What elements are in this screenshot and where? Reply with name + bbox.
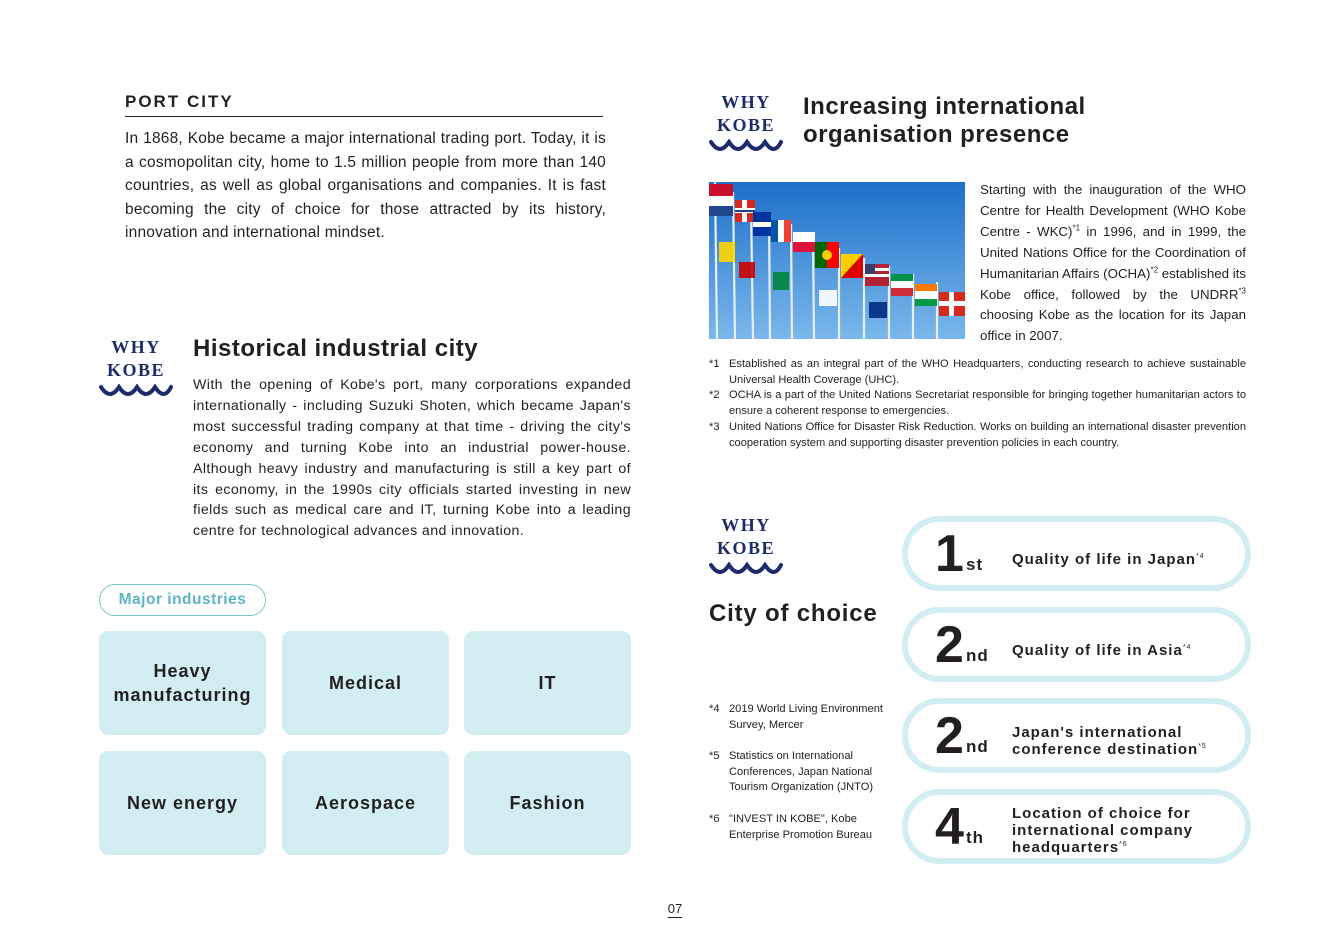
major-industries-label: Major industries — [99, 584, 266, 616]
footnote — [709, 388, 1246, 419]
industry-label: New energy — [126, 793, 239, 813]
wave-icon — [709, 139, 783, 155]
rank-label-text: Quality of life in Japan — [1012, 551, 1197, 568]
rank-label — [1012, 805, 1193, 856]
footnote-text: Statistics on International Conferences, Japan National Tourism Organization (JNTO) — [729, 750, 874, 794]
international-body-text: in 1996, and in 1999, the United Nations Office for the Coordination of Humanitarian Affairs (OCHA) — [980, 223, 1246, 281]
international-body-text: established its Kobe office, followed by the UNDRR — [980, 265, 1246, 302]
industry-tile — [464, 751, 631, 855]
footnote-ref: *3 — [1238, 286, 1246, 296]
historical-title: Historical industrial city — [193, 335, 479, 362]
port-city-body: In 1868, Kobe became a major international trading port. Today, it is a cosmopolitan city, home to 1.5 million people from more than 140 countries, as well as global organisations and companies. It is fast becoming the city of choice for those attracted by its history, innovation and international mindset. — [125, 130, 606, 241]
international-title-line1: Increasing international — [803, 93, 1086, 120]
footnote — [709, 812, 889, 843]
rank-label-text: headquarters — [1012, 839, 1120, 856]
footnote-text: United Nations Office for Disaster Risk Reduction. Works on building an international disaster prevention cooperation system and supporting disaster prevention policies in each country. — [729, 421, 1246, 449]
rank-number: 1 — [935, 525, 963, 583]
footnote-text: Established as an integral part of the WHO Headquarters, conducting research to achieve sustainable Universal Health Coverage (UHC). — [729, 358, 1246, 386]
rank-label-text: conference destination — [1012, 741, 1199, 758]
footnote-ref: *1 — [1072, 223, 1081, 233]
footnote-ref: *2 — [1150, 265, 1159, 275]
footnote — [709, 357, 1246, 388]
historical-body: With the opening of Kobe's port, many corporations expanded internationally - including Suzuki Shoten, which became Japan's most successful trading company at that time - driving the city's economy and turning Kobe into an industrial power-house. Although heavy industry and manufacturing is still a key part of its economy, in the 1990s city officials started investing in new fields such as medical care and IT, turning Kobe into a leading centre for technological advances and innovation. — [193, 377, 631, 540]
rank-suffix: th — [966, 828, 985, 847]
footnote-text: 2019 World Living Environment Survey, Mercer — [729, 703, 883, 731]
rank-number: 2 — [935, 616, 963, 674]
international-title — [803, 93, 1086, 149]
logo-word-kobe: KOBE — [716, 115, 775, 135]
footnote — [709, 702, 889, 733]
ranking-badge — [902, 516, 1251, 591]
logo-word-why: WHY — [721, 515, 771, 535]
footnote — [709, 749, 889, 796]
why-kobe-logo — [96, 336, 176, 400]
footnote-ref: *4 — [1182, 644, 1192, 651]
rank-label — [1012, 551, 1205, 568]
rank-label — [1012, 724, 1207, 758]
industry-tile — [99, 631, 266, 735]
footnote-number: *2 — [709, 389, 720, 401]
rank-label-text: Quality of life in Asia — [1012, 642, 1183, 659]
flags-photo — [709, 182, 965, 339]
footnote-ref: *5 — [1198, 743, 1207, 750]
rank-label-text: Location of choice for — [1012, 805, 1191, 822]
international-body-text: choosing Kobe as the location for its Japan office in 2007. — [980, 307, 1246, 344]
logo-word-kobe: KOBE — [716, 538, 775, 558]
footnote-ref: *6 — [1119, 841, 1128, 848]
footnote — [709, 420, 1246, 451]
industry-tile — [282, 631, 449, 735]
why-kobe-logo — [706, 91, 786, 155]
rank-label — [1012, 642, 1191, 659]
port-city-heading: PORT CITY — [125, 92, 603, 117]
industry-label: Aerospace — [314, 793, 417, 813]
rank-number: 4 — [935, 798, 963, 856]
rank-number: 2 — [935, 707, 963, 765]
wave-icon — [709, 562, 783, 578]
footnote-number: *5 — [709, 750, 720, 762]
rank-suffix: nd — [966, 737, 989, 756]
ranking-badge — [902, 789, 1251, 864]
footnote-text: "INVEST IN KOBE", Kobe Enterprise Promotion Bureau — [729, 813, 873, 841]
page-number: 07 — [667, 901, 683, 916]
logo-word-why: WHY — [111, 337, 161, 357]
international-body — [980, 180, 1246, 347]
rank-suffix: nd — [966, 646, 989, 665]
footnote-number: *3 — [709, 421, 720, 433]
rank-suffix: st — [966, 555, 984, 574]
industry-label: IT — [538, 673, 557, 693]
industry-tile — [464, 631, 631, 735]
city-of-choice-title: City of choice — [709, 600, 878, 627]
logo-word-why: WHY — [721, 92, 771, 112]
logo-word-kobe: KOBE — [106, 360, 165, 380]
industry-label: Medical — [328, 673, 403, 693]
ranking-badge — [902, 607, 1251, 682]
wave-icon — [99, 384, 173, 400]
industry-label: Fashion — [509, 793, 586, 813]
international-body-text: Starting with the inauguration of the WHO Centre for Health Development (WHO Kobe Centre - WKC) — [980, 182, 1246, 239]
ranking-badge — [902, 698, 1251, 773]
industry-label: Heavy manufacturing — [113, 661, 252, 705]
why-kobe-logo — [706, 514, 786, 578]
footnote-text: OCHA is a part of the United Nations Secretariat responsible for bringing together humanitarian actors to ensure a coherent response to emergencies. — [729, 389, 1246, 417]
industry-tile — [99, 751, 266, 855]
footnote-number: *1 — [709, 358, 720, 370]
footnote-number: *4 — [709, 703, 720, 715]
footnote-number: *6 — [709, 813, 720, 825]
international-title-line2: organisation presence — [803, 121, 1070, 148]
industry-tile — [282, 751, 449, 855]
footnote-ref: *4 — [1196, 553, 1205, 560]
rank-label-text: Japan's international — [1012, 724, 1183, 741]
rank-label-text: international company — [1012, 822, 1194, 839]
